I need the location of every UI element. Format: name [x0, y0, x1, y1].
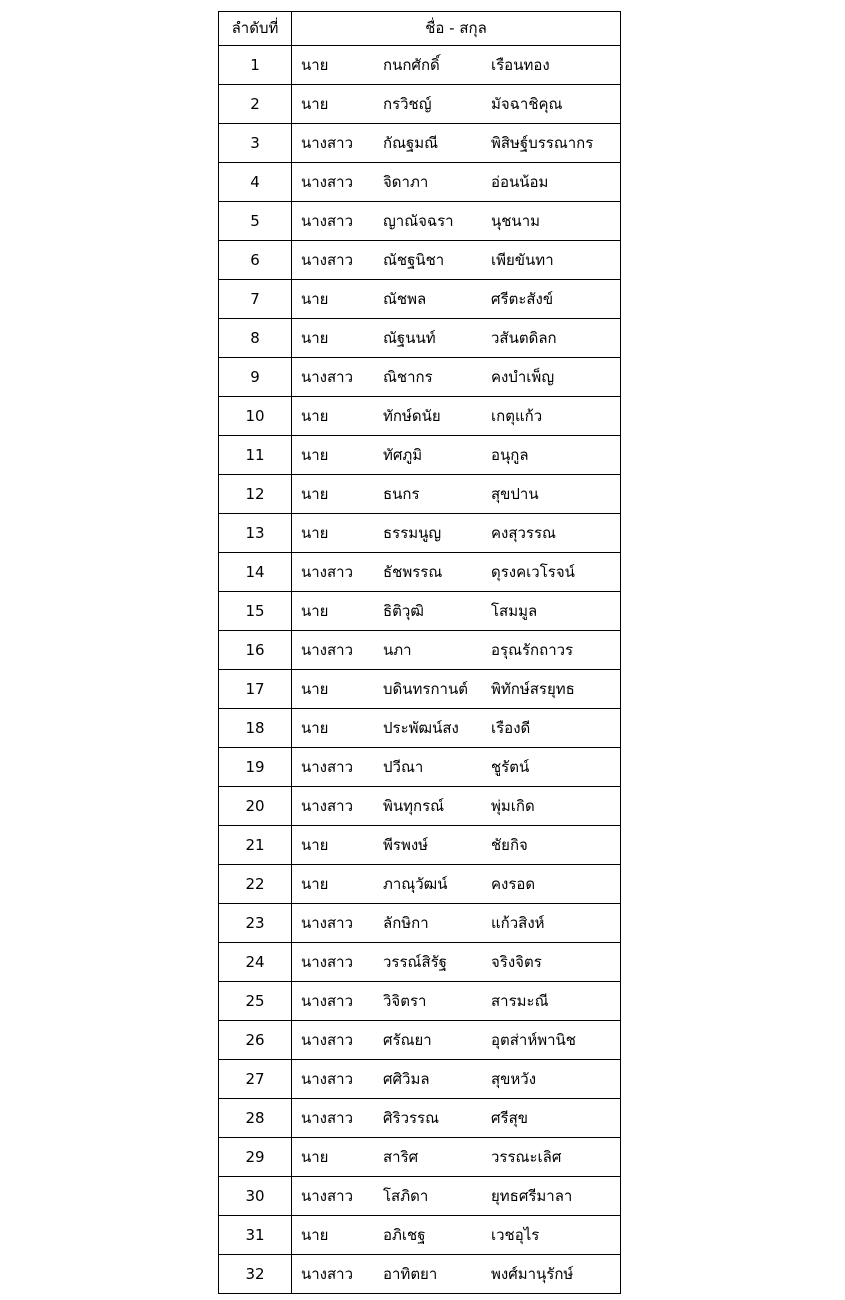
- name-prefix: นางสาว: [301, 1069, 354, 1088]
- first-name: ณัชฐนิชา: [383, 250, 445, 269]
- row-number: 19: [219, 748, 292, 787]
- name-prefix: นาย: [301, 94, 329, 113]
- first-name: อาทิตยา: [383, 1264, 438, 1283]
- full-name: [292, 787, 620, 825]
- table-row: [219, 670, 621, 709]
- last-name: ชัยกิจ: [491, 835, 528, 854]
- name-prefix: นางสาว: [301, 913, 354, 932]
- full-name: [292, 748, 620, 786]
- full-name-cell: [292, 1255, 621, 1294]
- full-name-cell: [292, 202, 621, 241]
- table-row: [219, 124, 621, 163]
- column-header-name: ชื่อ - สกุล: [292, 12, 621, 46]
- last-name: คงสุวรรณ: [491, 523, 556, 542]
- full-name: [292, 241, 620, 279]
- full-name-cell: [292, 826, 621, 865]
- table-row: [219, 46, 621, 85]
- full-name: [292, 163, 620, 201]
- last-name: อุตส่าห์พานิช: [491, 1030, 576, 1049]
- full-name: [292, 202, 620, 240]
- name-prefix: นาย: [301, 406, 329, 425]
- row-number: 8: [219, 319, 292, 358]
- first-name: ปวีณา: [383, 757, 424, 776]
- first-name: ณิชากร: [383, 367, 433, 386]
- name-prefix: นาย: [301, 1225, 329, 1244]
- full-name-cell: [292, 85, 621, 124]
- row-number: 12: [219, 475, 292, 514]
- first-name: วิจิตรา: [383, 991, 427, 1010]
- name-prefix: นางสาว: [301, 1264, 354, 1283]
- full-name-cell: [292, 1216, 621, 1255]
- last-name: ชูรัตน์: [491, 757, 530, 776]
- last-name: เพียขันทา: [491, 250, 554, 269]
- table-row: [219, 163, 621, 202]
- first-name: พินทุกรณ์: [383, 796, 445, 815]
- row-number: 17: [219, 670, 292, 709]
- full-name: [292, 631, 620, 669]
- last-name: มัจฉาชิคุณ: [491, 94, 563, 113]
- full-name: [292, 865, 620, 903]
- first-name: ทักษ์ดนัย: [383, 406, 441, 425]
- table-row: [219, 553, 621, 592]
- name-roster-table: [218, 11, 621, 1294]
- first-name: ธิติวุฒิ: [383, 601, 424, 620]
- full-name-cell: [292, 631, 621, 670]
- name-prefix: นางสาว: [301, 640, 354, 659]
- full-name-cell: [292, 514, 621, 553]
- last-name: เกตุแก้ว: [491, 406, 543, 425]
- first-name: ศรัณยา: [383, 1030, 432, 1049]
- full-name: [292, 670, 620, 708]
- last-name: พงศ์มานุรักษ์: [491, 1264, 574, 1283]
- table-row: [219, 982, 621, 1021]
- last-name: พุ่มเกิด: [491, 796, 535, 815]
- table-row: [219, 358, 621, 397]
- table-row: [219, 319, 621, 358]
- last-name: คงบำเพ็ญ: [491, 367, 555, 386]
- row-number: 25: [219, 982, 292, 1021]
- name-prefix: นาย: [301, 718, 329, 737]
- full-name: [292, 826, 620, 864]
- table-row: [219, 241, 621, 280]
- full-name: [292, 436, 620, 474]
- full-name: [292, 1138, 620, 1176]
- last-name: ศรีตะสังข์: [491, 289, 554, 308]
- row-number: 22: [219, 865, 292, 904]
- full-name-cell: [292, 46, 621, 85]
- first-name: กนกศักดิ์: [383, 55, 440, 74]
- first-name: ลักษิกา: [383, 913, 429, 932]
- row-number: 31: [219, 1216, 292, 1255]
- first-name: บดินทรกานต์: [383, 679, 468, 698]
- row-number: 14: [219, 553, 292, 592]
- last-name: ยุทธศรีมาลา: [491, 1186, 573, 1205]
- last-name: อรุณรักถาวร: [491, 640, 574, 659]
- last-name: ดุรงคเวโรจน์: [491, 562, 575, 581]
- header-row: [219, 12, 621, 46]
- full-name-cell: [292, 748, 621, 787]
- full-name: [292, 1021, 620, 1059]
- row-number: 5: [219, 202, 292, 241]
- last-name: แก้วสิงห์: [491, 913, 545, 932]
- first-name: จิดาภา: [383, 172, 429, 191]
- table-row: [219, 1099, 621, 1138]
- row-number: 7: [219, 280, 292, 319]
- full-name: [292, 124, 620, 162]
- full-name-cell: [292, 319, 621, 358]
- full-name: [292, 280, 620, 318]
- table-row: [219, 1255, 621, 1294]
- row-number: 10: [219, 397, 292, 436]
- full-name: [292, 1177, 620, 1215]
- row-number: 29: [219, 1138, 292, 1177]
- name-prefix: นางสาว: [301, 991, 354, 1010]
- table-row: [219, 709, 621, 748]
- name-prefix: นางสาว: [301, 133, 354, 152]
- first-name: พีรพงษ์: [383, 835, 429, 854]
- full-name-cell: [292, 475, 621, 514]
- name-prefix: นางสาว: [301, 367, 354, 386]
- full-name: [292, 85, 620, 123]
- full-name: [292, 592, 620, 630]
- name-prefix: นางสาว: [301, 562, 354, 581]
- name-prefix: นาย: [301, 835, 329, 854]
- row-number: 6: [219, 241, 292, 280]
- last-name: เวชอุไร: [491, 1225, 540, 1244]
- row-number: 21: [219, 826, 292, 865]
- first-name: ธรรมนูญ: [383, 523, 442, 542]
- name-prefix: นาย: [301, 679, 329, 698]
- full-name: [292, 46, 620, 84]
- last-name: เรือนทอง: [491, 55, 550, 74]
- full-name-cell: [292, 1060, 621, 1099]
- full-name-cell: [292, 943, 621, 982]
- name-prefix: นางสาว: [301, 250, 354, 269]
- last-name: จริงจิตร: [491, 952, 542, 971]
- first-name: นภา: [383, 640, 412, 659]
- row-number: 28: [219, 1099, 292, 1138]
- full-name-cell: [292, 1021, 621, 1060]
- name-prefix: นางสาว: [301, 1030, 354, 1049]
- first-name: ศศิวิมล: [383, 1069, 430, 1088]
- row-number: 13: [219, 514, 292, 553]
- row-number: 24: [219, 943, 292, 982]
- full-name-cell: [292, 1177, 621, 1216]
- name-prefix: นาย: [301, 1147, 329, 1166]
- table-row: [219, 436, 621, 475]
- table-row: [219, 943, 621, 982]
- last-name: นุชนาม: [491, 211, 540, 230]
- first-name: ณัชพล: [383, 289, 427, 308]
- last-name: ศรีสุข: [491, 1108, 528, 1127]
- table-row: [219, 1138, 621, 1177]
- full-name-cell: [292, 670, 621, 709]
- table-row: [219, 748, 621, 787]
- row-number: 23: [219, 904, 292, 943]
- name-prefix: นาย: [301, 523, 329, 542]
- row-number: 20: [219, 787, 292, 826]
- full-name: [292, 1099, 620, 1137]
- first-name: อภิเชฐ: [383, 1225, 426, 1244]
- table-row: [219, 592, 621, 631]
- full-name: [292, 358, 620, 396]
- full-name-cell: [292, 124, 621, 163]
- last-name: วสันตดิลก: [491, 328, 557, 347]
- name-prefix: นางสาว: [301, 757, 354, 776]
- name-prefix: นางสาว: [301, 211, 354, 230]
- table-row: [219, 1060, 621, 1099]
- name-prefix: นาย: [301, 445, 329, 464]
- full-name: [292, 1255, 620, 1293]
- table-row: [219, 1216, 621, 1255]
- table-row: [219, 514, 621, 553]
- row-number: 16: [219, 631, 292, 670]
- first-name: ทัศภูมิ: [383, 445, 423, 464]
- table-row: [219, 904, 621, 943]
- full-name-cell: [292, 1099, 621, 1138]
- full-name-cell: [292, 280, 621, 319]
- first-name: โสภิดา: [383, 1186, 429, 1205]
- full-name-cell: [292, 865, 621, 904]
- last-name: พิสิษฐ์บรรณากร: [491, 133, 594, 152]
- name-prefix: นาย: [301, 484, 329, 503]
- column-header-no: ลำดับที่: [219, 12, 292, 46]
- first-name: ภาณุวัฒน์: [383, 874, 448, 893]
- last-name: โสมมูล: [491, 601, 538, 620]
- first-name: ธนกร: [383, 484, 420, 503]
- table-row: [219, 397, 621, 436]
- row-number: 9: [219, 358, 292, 397]
- full-name-cell: [292, 1138, 621, 1177]
- row-number: 4: [219, 163, 292, 202]
- table-row: [219, 280, 621, 319]
- full-name: [292, 1060, 620, 1098]
- name-prefix: นางสาว: [301, 952, 354, 971]
- full-name-cell: [292, 709, 621, 748]
- full-name-cell: [292, 904, 621, 943]
- first-name: กรวิชญ์: [383, 94, 432, 113]
- first-name: ศิริวรรณ: [383, 1108, 440, 1127]
- full-name: [292, 1216, 620, 1254]
- name-prefix: นาย: [301, 55, 329, 74]
- full-name: [292, 397, 620, 435]
- row-number: 15: [219, 592, 292, 631]
- table-row: [219, 826, 621, 865]
- last-name: สุขปาน: [491, 484, 539, 503]
- last-name: เรืองดี: [491, 718, 531, 737]
- first-name: ญาณัจฉรา: [383, 211, 454, 230]
- full-name-cell: [292, 163, 621, 202]
- table-row: [219, 1177, 621, 1216]
- table-row: [219, 1021, 621, 1060]
- full-name: [292, 553, 620, 591]
- full-name: [292, 982, 620, 1020]
- row-number: 3: [219, 124, 292, 163]
- name-prefix: นางสาว: [301, 172, 354, 191]
- last-name: พิทักษ์สรยุทธ: [491, 679, 575, 698]
- last-name: วรรณะเลิศ: [491, 1147, 562, 1166]
- full-name: [292, 514, 620, 552]
- row-number: 18: [219, 709, 292, 748]
- row-number: 30: [219, 1177, 292, 1216]
- last-name: อนุกูล: [491, 445, 529, 464]
- table-body: [219, 46, 621, 1294]
- name-prefix: นาย: [301, 289, 329, 308]
- row-number: 27: [219, 1060, 292, 1099]
- full-name: [292, 709, 620, 747]
- name-prefix: นางสาว: [301, 796, 354, 815]
- row-number: 2: [219, 85, 292, 124]
- row-number: 32: [219, 1255, 292, 1294]
- last-name: สารมะณี: [491, 991, 549, 1010]
- full-name-cell: [292, 592, 621, 631]
- table-header: [219, 12, 621, 46]
- first-name: วรรณ์สิรัฐ: [383, 952, 447, 971]
- full-name-cell: [292, 982, 621, 1021]
- first-name: กัณฐมณี: [383, 133, 439, 152]
- first-name: ธัชพรรณ: [383, 562, 443, 581]
- full-name-cell: [292, 241, 621, 280]
- name-prefix: นาย: [301, 874, 329, 893]
- table-row: [219, 202, 621, 241]
- first-name: ณัฐนนท์: [383, 328, 436, 347]
- full-name: [292, 475, 620, 513]
- table-row: [219, 85, 621, 124]
- full-name-cell: [292, 787, 621, 826]
- full-name-cell: [292, 358, 621, 397]
- table-row: [219, 631, 621, 670]
- first-name: สาริศ: [383, 1147, 419, 1166]
- name-prefix: นางสาว: [301, 1108, 354, 1127]
- full-name-cell: [292, 397, 621, 436]
- last-name: คงรอด: [491, 874, 536, 893]
- first-name: ประพัฒน์สง: [383, 718, 459, 737]
- full-name-cell: [292, 436, 621, 475]
- full-name: [292, 904, 620, 942]
- full-name: [292, 943, 620, 981]
- row-number: 26: [219, 1021, 292, 1060]
- name-prefix: นาย: [301, 601, 329, 620]
- table-row: [219, 865, 621, 904]
- name-prefix: นางสาว: [301, 1186, 354, 1205]
- full-name-cell: [292, 553, 621, 592]
- table-row: [219, 475, 621, 514]
- table-row: [219, 787, 621, 826]
- last-name: สุขหวัง: [491, 1069, 537, 1088]
- name-prefix: นาย: [301, 328, 329, 347]
- full-name: [292, 319, 620, 357]
- last-name: อ่อนน้อม: [491, 172, 549, 191]
- row-number: 11: [219, 436, 292, 475]
- row-number: 1: [219, 46, 292, 85]
